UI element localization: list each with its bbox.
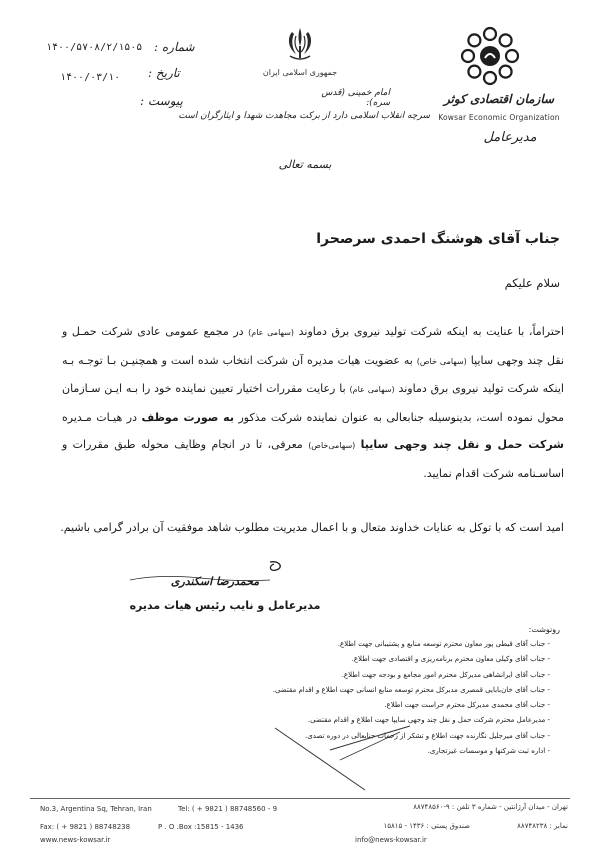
salutation: سلام علیکم (504, 276, 560, 290)
emblem-caption: جمهوری اسلامی ایران (262, 68, 338, 77)
cc-item: - مدیرعامل محترم شرکت حمل و نقل چند وجهی سایپا جهت اطلاع و اقدام مقتضی. (307, 716, 550, 725)
footer-website[interactable]: www.news-kowsar.ir (40, 836, 111, 844)
letter-number: ۱۴۰۰/۵۷۰۸/۲/۱۵۰۵ (46, 42, 143, 53)
cc-item: - جناب آقای محمدی مدیرکل محترم حراست جهت اطلاع. (384, 701, 550, 710)
body-text-1: احتراماً، با عنایت به اینکه شرکت تولید نیروی برق دماوند (298, 325, 565, 338)
letter-date-row (60, 66, 180, 84)
body-text-4: با رعایت مقررات اختیار تعیین نماینده خود را بـه ایـن سـازمان محول نموده است، بدینوسیله جنابعالی به عنوان نماینده شرکت مذکور (62, 382, 565, 424)
body-bold-1: به صورت موظف (141, 410, 234, 424)
cc-item: - جناب آقای وکیلی معاون محترم برنامه‌ریزی و اقتصادی جهت اطلاع. (351, 655, 550, 664)
body-note-4: (سهامی‌خاص) (308, 441, 356, 450)
iran-emblem-icon (284, 26, 316, 62)
footer-address-fa: تهران - میدان آرژانتین - شماره ۳ تلفن : ۹-۸۸۷۴۸۵۶۰ (413, 803, 568, 811)
footer-address-en: No.3, Argentina Sq, Tehran, Iran (40, 805, 152, 813)
cc-item: - جناب آقای خان‌بابایی قمصری مدیرکل محترم توسعه منابع انسانی جهت اطلاع و اقدام مقتضی. (272, 685, 550, 694)
letter-number-row (46, 40, 195, 58)
footer-email[interactable]: info@news-kowsar.ir (355, 836, 427, 844)
body-note-3: (سهامی عام) (349, 385, 395, 394)
cc-item: - جناب آقای ایرانشاهی مدیرکل محترم امور مجامع و بودجه جهت اطلاع. (341, 670, 550, 679)
letter-date-label: تاریخ : (148, 66, 180, 80)
recipient: جناب آقای هوشنگ احمدی سرصحرا (316, 231, 560, 247)
cc-item: - جناب آقای میرجلیل نگارنده جهت اطلاع و تشکر از زحمات جنابعالی در دوره تصدی. (305, 731, 550, 740)
body-note-1: (سهامی عام) (248, 328, 295, 337)
footer-pobox-en: P . O .Box :15815 - 1436 (158, 823, 244, 831)
cc-item: - اداره ثبت شرکتها و موسسات غیرتجاری. (427, 747, 550, 756)
cc-title: رونوشت: (528, 625, 560, 634)
letter-date: ۱۴۰۰/۰۳/۱۰ (60, 72, 121, 83)
closing-paragraph: امید است که با توکل به عنایات خداوند متعال و با اعمال مدیریت مطلوب شاهد موفقیت آن برادر گرامی باشیم. (60, 521, 564, 534)
signer-name: محمدرضا اسکندری (170, 575, 260, 588)
letter-attachment-label: پیوست : (140, 94, 183, 108)
footer-tel-en: Tel: ( + 9821 ) 88748560 - 9 (178, 805, 278, 813)
cc-item: - جناب آقای قیطی پور معاون محترم توسعه منابع و پشتیبانی جهت اطلاع. (337, 640, 550, 648)
motto-line-1: امام خمینی (قدس سره): (321, 88, 390, 108)
kowsar-logo-icon (458, 24, 522, 88)
org-name-english: Kowsar Economic Organization (438, 113, 560, 122)
body-text-2: در مجمع عمومی عادی شرکت حمـل و نقل چند وجهی سایپا (62, 325, 565, 367)
footer-divider (30, 798, 570, 799)
body-text-3: به عضویت هیات مدیره آن شرکت انتخاب شده است و همچنیـن بـا توجـه بـه اینکه شرکت تولید نیروی برق دماوند (62, 353, 564, 395)
footer-pobox-fa: صندوق پستی : ۱۴۳۶ - ۱۵۸۱۵ (383, 822, 470, 830)
body-text-6: معرفی، تا در انجام وظایف محوله طبق مقررات و اساسـنامه شرکت اقدام نمایید. (62, 438, 564, 480)
body-bold-2: شرکت حمل و نقل چند وجهی سایپا (360, 438, 565, 451)
handwritten-strokes-icon (270, 720, 420, 800)
footer-fax-en: Fax: ( + 9821 ) 88748238 (40, 823, 131, 831)
letter-body-paragraph (62, 318, 564, 487)
signer-title: مدیرعامل و نایب رئیس هیات مدیره (129, 599, 321, 612)
bismillah: بسمه تعالی (278, 158, 332, 171)
letter-number-label: شماره : (154, 40, 195, 54)
footer-fax-fa: نمابر : ۸۸۷۴۸۲۳۸ (517, 822, 568, 830)
motto-line-2: سرچه انقلاب اسلامی دارد از برکت مجاهدت شهدا و ایثارگران است (178, 111, 430, 121)
ceo-handwritten-label: مدیرعامل (483, 130, 537, 145)
org-name: سازمان اقتصادی کوثر (443, 92, 555, 106)
body-text-5: در هیـات مـدیره (62, 410, 137, 424)
body-note-2: (سهامی خاص) (416, 356, 467, 366)
letter-attachment-row (140, 94, 200, 112)
